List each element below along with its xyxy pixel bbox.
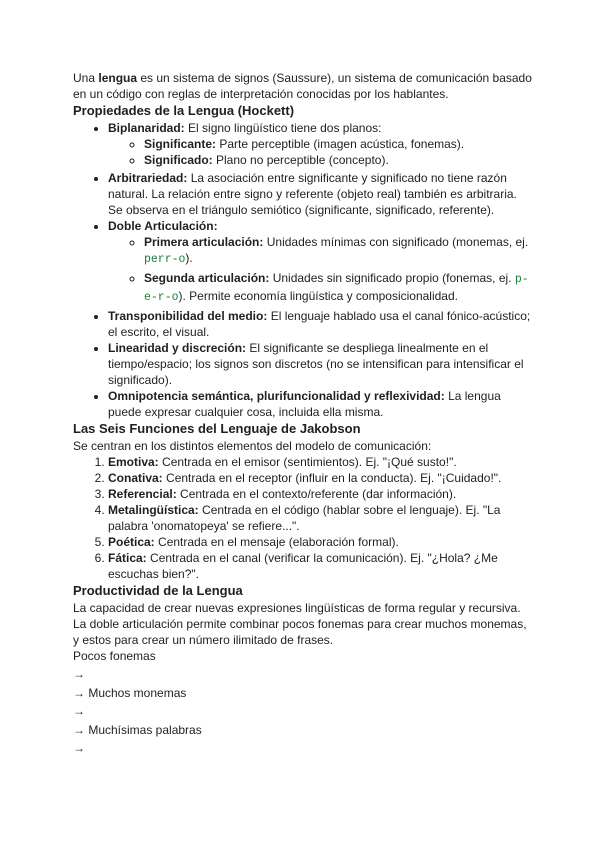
- propiedades-list: [73, 120, 533, 420]
- list-item-poetica: [108, 534, 533, 550]
- text-conativa: Centrada en el receptor (influir en la conducta). Ej. "¡Cuidado!".: [162, 471, 502, 485]
- text-omnipotencia: La lengua puede expresar cualquier cosa, incluida ella misma.: [108, 389, 501, 419]
- biplanaridad-sublist: [108, 136, 533, 168]
- text-significante: Parte perceptible (imagen acústica, fonemas).: [216, 137, 465, 151]
- list-item-segunda-articulacion: [144, 270, 533, 306]
- text-poetica: Centrada en el mensaje (elaboración formal).: [154, 535, 399, 549]
- term-biplanaridad: Biplanaridad:: [108, 121, 185, 135]
- list-item-metalinguistica: [108, 502, 533, 534]
- list-item-transponibilidad: [108, 308, 533, 340]
- term-referencial: Referencial:: [108, 487, 177, 501]
- text-fatica: Centrada en el canal (verificar la comunicación). Ej. "¿Hola? ¿Me escuchas bien?".: [108, 551, 498, 581]
- jakobson-intro: Se centran en los distintos elementos del modelo de comunicación:: [73, 439, 432, 453]
- list-item-primera-articulacion: [144, 234, 533, 268]
- progression-line: → Muchos monemas: [73, 686, 187, 700]
- term-poetica: Poética:: [108, 535, 155, 549]
- list-item-fatica: [108, 550, 533, 582]
- list-item-biplanaridad: [108, 120, 533, 168]
- progression-line: Pocos fonemas: [73, 649, 156, 663]
- text-biplanaridad: El signo lingüístico tiene dos planos:: [184, 121, 382, 135]
- list-item-significante: [144, 136, 533, 152]
- term-conativa: Conativa:: [108, 471, 163, 485]
- term-segunda-articulacion: Segunda articulación:: [144, 271, 270, 285]
- jakobson-functions-list: [73, 454, 533, 582]
- text-referencial: Centrada en el contexto/referente (dar información).: [176, 487, 457, 501]
- text-primera-end: ).: [185, 251, 193, 265]
- progression-arrow: →: [73, 741, 85, 755]
- term-significante: Significante:: [144, 137, 217, 151]
- list-item-doble-articulacion: [108, 218, 533, 306]
- term-fatica: Fática:: [108, 551, 147, 565]
- term-transponibilidad: Transponibilidad del medio:: [108, 309, 268, 323]
- intro-paragraph: [73, 70, 533, 102]
- text-segunda-articulacion: Unidades sin significado propio (fonemas, ej.: [269, 271, 515, 285]
- code-example-monemas: perr-o: [144, 253, 186, 266]
- term-metalinguistica: Metalingüística:: [108, 503, 199, 517]
- progression-line: → Muchísimas palabras: [73, 723, 202, 737]
- progression-arrow: →: [73, 704, 85, 718]
- section-heading-productividad: Productividad de la Lengua: [73, 583, 243, 598]
- text-arbitrariedad: La asociación entre significante y significado no tiene razón natural. La relación entre signo y referente (objeto real) también es arbitraria. Se observa en el triángulo semiótico (significante, significado, referente).: [108, 171, 517, 217]
- list-item-arbitrariedad: [108, 170, 533, 218]
- term-arbitrariedad: Arbitrariedad:: [108, 171, 188, 185]
- section-heading-jakobson: Las Seis Funciones del Lenguaje de Jakobson: [73, 421, 361, 436]
- list-item-significado: [144, 152, 533, 168]
- list-item-referencial: [108, 486, 533, 502]
- section-heading-propiedades: Propiedades de la Lengua (Hockett): [73, 103, 295, 118]
- term-primera-articulacion: Primera articulación:: [144, 235, 264, 249]
- term-doble-articulacion: Doble Articulación:: [108, 219, 218, 233]
- term-emotiva: Emotiva:: [108, 455, 159, 469]
- productividad-paragraph: La capacidad de crear nuevas expresiones lingüísticas de forma regular y recursiva. La doble articulación permite combinar pocos fonemas para crear muchos monemas, y estos para crear un número ilimitado de frases.: [73, 601, 527, 647]
- doble-articulacion-sublist: [108, 234, 533, 306]
- text-emotiva: Centrada en el emisor (sentimientos). Ej. "¡Qué susto!".: [158, 455, 457, 469]
- text-linealidad: El significante se despliega linealmente en el tiempo/espacio; los signos son discretos (no se intensifican para intensificar el significado).: [108, 341, 524, 387]
- term-linealidad: Linearidad y discreción:: [108, 341, 247, 355]
- document-content: [73, 70, 533, 756]
- intro-post: es un sistema de signos (Saussure), un sistema de comunicación basado en un código con reglas de interpretación conocidas por los hablantes.: [73, 71, 532, 101]
- text-metalinguistica: Centrada en el código (hablar sobre el lenguaje). Ej. "La palabra 'onomatopeya' se refiere...".: [108, 503, 501, 533]
- text-primera-articulacion: Unidades mínimas con significado (monemas, ej.: [263, 235, 529, 249]
- term-omnipotencia: Omnipotencia semántica, plurifuncionalidad y reflexividad:: [108, 389, 445, 403]
- list-item-omnipotencia: [108, 388, 533, 420]
- text-significado: Plano no perceptible (concepto).: [212, 153, 389, 167]
- intro-term: lengua: [98, 71, 138, 85]
- progression-arrow: →: [73, 667, 85, 681]
- intro-pre: Una: [73, 71, 99, 85]
- list-item-emotiva: [108, 454, 533, 470]
- list-item-conativa: [108, 470, 533, 486]
- term-significado: Significado:: [144, 153, 213, 167]
- code-example-fonemas: p-e-r-o: [144, 273, 529, 304]
- text-transponibilidad: El lenguaje hablado usa el canal fónico-acústico; el escrito, el visual.: [108, 309, 531, 339]
- text-segunda-end: ). Permite economía lingüística y composicionalidad.: [178, 289, 458, 303]
- list-item-linealidad: [108, 340, 533, 388]
